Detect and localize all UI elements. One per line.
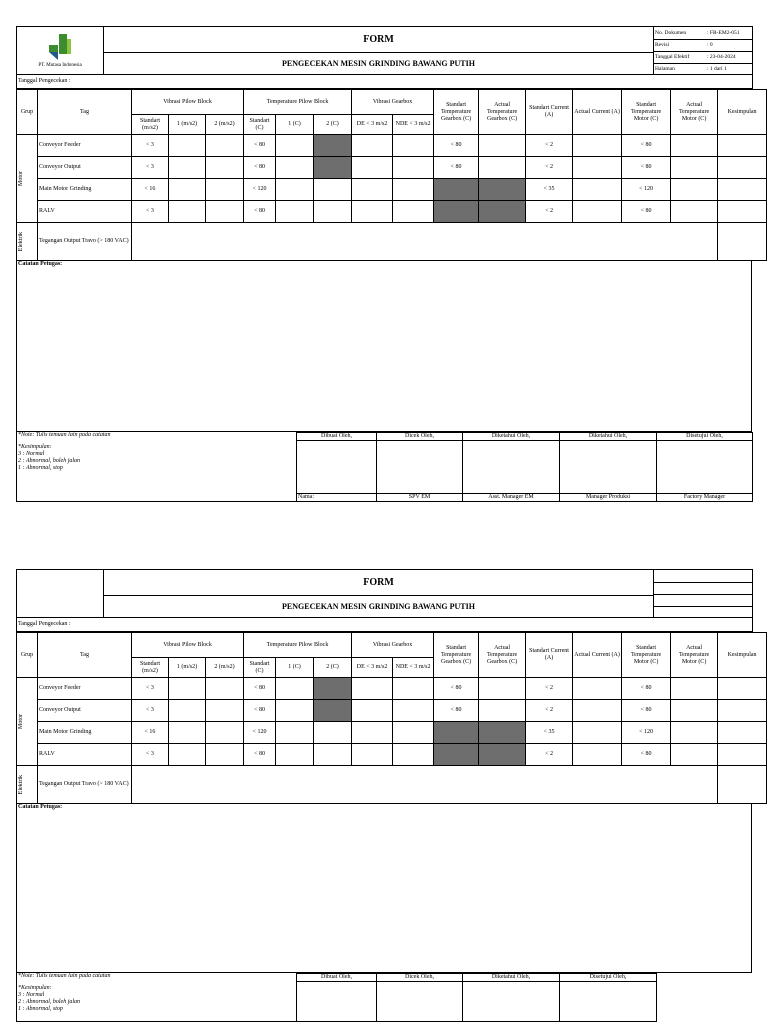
input-cell[interactable] [276, 700, 314, 722]
input-cell[interactable] [718, 223, 767, 261]
std-motor: < 80 [622, 744, 671, 766]
std-motor: < 80 [622, 700, 671, 722]
dicek-label: Dicek Oleh, [377, 432, 463, 440]
dicek-label: Dicek Oleh, [377, 973, 463, 981]
std-vibrasi: < 3 [132, 744, 169, 766]
header-tag: Tag [38, 633, 132, 678]
form-subtitle: PENGECEKAN MESIN GRINDING BAWANG PUTIH [104, 595, 654, 617]
input-cell[interactable] [276, 157, 314, 179]
form-header [16, 569, 753, 632]
input-cell[interactable] [573, 678, 622, 700]
header-act-current: Actual Current (A) [573, 633, 622, 678]
input-cell[interactable] [718, 179, 767, 201]
form-sheet-2 [16, 569, 757, 1022]
input-cell[interactable] [169, 744, 206, 766]
tanggal-pengecekan[interactable]: Tanggal Pengecekan : [17, 618, 753, 632]
halaman-value: : 1 dari 1 [707, 65, 727, 72]
input-cell[interactable] [718, 135, 767, 157]
dibuat-label: Dibuat Oleh, [297, 432, 377, 440]
header-act-temp-gearbox: Actual Temperature Gearbox (C) [479, 90, 526, 135]
input-cell[interactable] [479, 135, 526, 157]
disetujui-label: Disetujui Oleh, [657, 432, 753, 440]
input-cell[interactable] [206, 201, 244, 223]
no-dokumen-value: : FR-EM2-051 [706, 27, 753, 39]
signature-box[interactable] [657, 440, 753, 493]
logo-cell [17, 570, 104, 618]
std-vibrasi: < 3 [132, 135, 169, 157]
std-motor: < 120 [622, 722, 671, 744]
input-cell[interactable] [718, 678, 767, 700]
input-cell[interactable] [671, 135, 718, 157]
input-cell[interactable] [352, 700, 393, 722]
revisi-label: Revisi [654, 39, 706, 51]
row-tag: RALV [38, 744, 132, 766]
std-motor: < 80 [622, 201, 671, 223]
disetujui-label: Disetujui Oleh, [560, 973, 657, 981]
input-cell[interactable] [276, 678, 314, 700]
input-cell[interactable] [352, 157, 393, 179]
signature-section [16, 973, 753, 1022]
input-cell[interactable] [206, 700, 244, 722]
table-row [17, 678, 767, 700]
input-cell[interactable] [671, 722, 718, 744]
std-current: < 2 [526, 700, 573, 722]
input-cell[interactable] [573, 157, 622, 179]
form-sheet-1 [16, 26, 757, 502]
group-elektrik: Elektrik [17, 766, 38, 804]
std-temp: < 80 [244, 157, 276, 179]
std-gearbox: < 80 [434, 700, 479, 722]
elektrik-tag: Tegangan Output Travo (> 180 VAC) [38, 766, 132, 804]
header-std-c: Standart (C) [244, 658, 276, 678]
std-temp: < 120 [244, 179, 276, 201]
elektrik-tag: Tegangan Output Travo (> 180 VAC) [38, 223, 132, 261]
std-temp: < 80 [244, 201, 276, 223]
input-cell[interactable] [206, 744, 244, 766]
header-std-c: Standart (C) [244, 115, 276, 135]
header-v1: 1 (m/s2) [169, 115, 206, 135]
header-kesimpulan: Kesimpulan [718, 90, 767, 135]
input-cell[interactable] [718, 157, 767, 179]
note-text: *Note: Tulis temuan lain pada catatan [18, 973, 111, 979]
input-cell[interactable] [671, 201, 718, 223]
input-cell[interactable] [393, 678, 434, 700]
input-cell[interactable] [718, 744, 767, 766]
shaded-cell [479, 722, 526, 744]
table-row [17, 766, 767, 804]
input-cell[interactable] [393, 201, 434, 223]
header-nde: NDE < 3 m/s2 [393, 658, 434, 678]
signature-box[interactable] [560, 440, 657, 493]
input-cell[interactable] [314, 201, 352, 223]
input-cell[interactable] [671, 157, 718, 179]
input-cell[interactable] [393, 700, 434, 722]
revisi-value: : 0 [706, 39, 753, 51]
std-current: < 35 [526, 722, 573, 744]
row-tag: Conveyor Output [38, 157, 132, 179]
header-temp-pillow: Temperature Pilow Block [244, 90, 352, 115]
kesimpulan-legend-1: 1 : Abnormal, stop [18, 1006, 63, 1012]
std-motor: < 80 [622, 135, 671, 157]
shaded-cell [434, 179, 479, 201]
std-temp: < 80 [244, 135, 276, 157]
elektrik-input[interactable] [132, 766, 718, 804]
input-cell[interactable] [276, 744, 314, 766]
shaded-cell [314, 678, 352, 700]
input-cell[interactable] [718, 700, 767, 722]
input-cell[interactable] [352, 678, 393, 700]
kesimpulan-legend-2: 2 : Abnormal, boleh jalan [18, 458, 81, 464]
table-row [17, 223, 767, 261]
input-cell[interactable] [573, 744, 622, 766]
input-cell[interactable] [352, 179, 393, 201]
input-cell[interactable] [393, 135, 434, 157]
input-cell[interactable] [352, 201, 393, 223]
table-row [17, 722, 767, 744]
halaman-label: Halaman [655, 65, 675, 72]
std-current: < 35 [526, 179, 573, 201]
input-cell[interactable] [169, 157, 206, 179]
input-cell[interactable] [573, 722, 622, 744]
header-std-temp-motor: Standart Temperature Motor (C) [622, 90, 671, 135]
input-cell[interactable] [169, 201, 206, 223]
input-cell[interactable] [573, 135, 622, 157]
form-title: FORM [104, 570, 654, 596]
input-cell[interactable] [206, 157, 244, 179]
header-act-temp-motor: Actual Temperature Motor (C) [671, 633, 718, 678]
input-cell[interactable] [718, 766, 767, 804]
header-std-current: Standart Current (A) [526, 90, 573, 135]
header-t2: 2 (C) [314, 658, 352, 678]
std-vibrasi: < 3 [132, 700, 169, 722]
catatan-section [16, 261, 752, 432]
std-temp: < 80 [244, 744, 276, 766]
header-std-current: Standart Current (A) [526, 633, 573, 678]
input-cell[interactable] [671, 179, 718, 201]
std-current: < 2 [526, 678, 573, 700]
shaded-cell [314, 700, 352, 722]
std-motor: < 120 [622, 179, 671, 201]
input-cell[interactable] [206, 179, 244, 201]
header-v1: 1 (m/s2) [169, 658, 206, 678]
signature-box[interactable] [463, 981, 560, 1021]
table-row [17, 135, 767, 157]
form-header [16, 26, 753, 89]
row-tag: Conveyor Output [38, 700, 132, 722]
input-cell[interactable] [393, 179, 434, 201]
input-cell[interactable] [206, 722, 244, 744]
input-cell[interactable] [671, 678, 718, 700]
diketahui-label: Diketahui Oleh, [463, 973, 560, 981]
kesimpulan-legend-3: 3 : Normal [18, 992, 45, 998]
input-cell[interactable] [276, 135, 314, 157]
signature-box[interactable] [377, 440, 463, 493]
input-cell[interactable] [169, 700, 206, 722]
input-cell[interactable] [573, 201, 622, 223]
row-tag: Main Motor Grinding [38, 179, 132, 201]
input-cell[interactable] [479, 157, 526, 179]
std-vibrasi: < 16 [132, 722, 169, 744]
std-vibrasi: < 3 [132, 678, 169, 700]
signature-box[interactable] [297, 440, 377, 493]
input-cell[interactable] [393, 157, 434, 179]
kesimpulan-legend-3: 3 : Normal [18, 451, 45, 457]
shaded-cell [434, 722, 479, 744]
kesimpulan-legend-title: *Kesimpulan: [18, 985, 52, 991]
input-cell[interactable] [573, 179, 622, 201]
header-act-current: Actual Current (A) [573, 90, 622, 135]
input-cell[interactable] [314, 744, 352, 766]
diketahui-label: Diketahui Oleh, [463, 432, 560, 440]
std-vibrasi: < 3 [132, 157, 169, 179]
input-cell[interactable] [718, 722, 767, 744]
std-temp: < 80 [244, 700, 276, 722]
header-vibrasi-pillow: Vibrasi Pilow Block [132, 90, 244, 115]
input-cell[interactable] [169, 179, 206, 201]
catatan-petugas[interactable]: Catatan Petugas: [17, 261, 752, 431]
shaded-cell [479, 744, 526, 766]
std-current: < 2 [526, 744, 573, 766]
group-motor: Motor [17, 678, 38, 766]
header-std-temp-gearbox: Standart Temperature Gearbox (C) [434, 90, 479, 135]
kesimpulan-legend-title: *Kesimpulan: [18, 444, 52, 450]
input-cell[interactable] [393, 722, 434, 744]
input-cell[interactable] [314, 179, 352, 201]
input-cell[interactable] [352, 135, 393, 157]
tanggal-pengecekan[interactable]: Tanggal Pengecekan : [17, 75, 753, 89]
input-cell[interactable] [671, 744, 718, 766]
header-std-ms2: Standart (m/s2) [132, 115, 169, 135]
input-cell[interactable] [276, 722, 314, 744]
input-cell[interactable] [573, 700, 622, 722]
header-act-temp-gearbox: Actual Temperature Gearbox (C) [479, 633, 526, 678]
row-tag: Conveyor Feeder [38, 135, 132, 157]
shaded-cell [434, 201, 479, 223]
header-v2: 2 (m/s2) [206, 658, 244, 678]
header-vibrasi-pillow: Vibrasi Pilow Block [132, 633, 244, 658]
input-cell[interactable] [169, 135, 206, 157]
document-meta [654, 27, 753, 74]
table-row [17, 179, 767, 201]
input-cell[interactable] [276, 179, 314, 201]
header-grup: Grup [17, 90, 38, 135]
role-spv: SPV EM [377, 493, 463, 501]
header-std-ms2: Standart (m/s2) [132, 658, 169, 678]
form-subtitle: PENGECEKAN MESIN GRINDING BAWANG PUTIH [104, 52, 654, 74]
input-cell[interactable] [206, 135, 244, 157]
logo-cell [17, 27, 104, 75]
input-cell[interactable] [276, 201, 314, 223]
input-cell[interactable] [314, 722, 352, 744]
header-std-temp-gearbox: Standart Temperature Gearbox (C) [434, 633, 479, 678]
std-motor: < 80 [622, 678, 671, 700]
note-text: *Note: Tulis temuan lain pada catatan [18, 432, 111, 438]
input-cell[interactable] [393, 744, 434, 766]
row-tag: Conveyor Feeder [38, 678, 132, 700]
header-temp-pillow: Temperature Pilow Block [244, 633, 352, 658]
input-cell[interactable] [352, 744, 393, 766]
input-cell[interactable] [352, 722, 393, 744]
group-elektrik: Elektrik [17, 223, 38, 261]
role-asst-manager: Asst. Manager EM [463, 493, 560, 501]
table-row [17, 700, 767, 722]
form-title: FORM [104, 27, 654, 53]
notes-cell [17, 973, 297, 1021]
signature-box[interactable] [560, 981, 657, 1021]
dibuat-label: Dibuat Oleh, [297, 973, 377, 981]
std-vibrasi: < 16 [132, 179, 169, 201]
shaded-cell [314, 135, 352, 157]
header-de: DE < 3 m/s2 [352, 658, 393, 678]
std-temp: < 120 [244, 722, 276, 744]
input-cell[interactable] [718, 201, 767, 223]
signature-box[interactable] [463, 440, 560, 493]
shaded-cell [314, 157, 352, 179]
table-row [17, 157, 767, 179]
header-vibrasi-gearbox: Vibrasi Gearbox [352, 90, 434, 115]
diketahui2-label: Diketahui Oleh, [560, 432, 657, 440]
notes-cell [17, 432, 297, 501]
std-gearbox: < 80 [434, 678, 479, 700]
table-row [17, 744, 767, 766]
row-tag: RALV [38, 201, 132, 223]
std-motor: < 80 [622, 157, 671, 179]
input-cell[interactable] [671, 700, 718, 722]
tanggal-efektif-label: Tanggal Efektif [654, 51, 706, 63]
std-gearbox: < 80 [434, 157, 479, 179]
shaded-cell [479, 179, 526, 201]
header-de: DE < 3 m/s2 [352, 115, 393, 135]
input-cell[interactable] [169, 722, 206, 744]
table-row [17, 201, 767, 223]
std-gearbox: < 80 [434, 135, 479, 157]
header-tag: Tag [38, 90, 132, 135]
group-motor: Motor [17, 135, 38, 223]
input-cell[interactable] [169, 678, 206, 700]
shaded-cell [479, 201, 526, 223]
header-vibrasi-gearbox: Vibrasi Gearbox [352, 633, 434, 658]
header-t2: 2 (C) [314, 115, 352, 135]
role-manager-produksi: Manager Produksi [560, 493, 657, 501]
std-temp: < 80 [244, 678, 276, 700]
kesimpulan-legend-1: 1 : Abnormal, stop [18, 465, 63, 471]
input-cell[interactable] [479, 678, 526, 700]
catatan-petugas[interactable]: Catatan Petugas: [17, 804, 752, 972]
std-current: < 2 [526, 157, 573, 179]
std-current: < 2 [526, 201, 573, 223]
tanggal-efektif-value: : 23-04-2024 [706, 51, 753, 63]
header-grup: Grup [17, 633, 38, 678]
inspection-table [16, 89, 767, 261]
row-tag: Main Motor Grinding [38, 722, 132, 744]
std-vibrasi: < 3 [132, 201, 169, 223]
header-t1: 1 (C) [276, 658, 314, 678]
header-nde: NDE < 3 m/s2 [393, 115, 434, 135]
elektrik-input[interactable] [132, 223, 718, 261]
company-name: PT. Mutasa Indonesia [38, 62, 82, 68]
role-factory-manager: Factory Manager [657, 493, 753, 501]
catatan-section [16, 804, 752, 973]
shaded-cell [434, 744, 479, 766]
signature-section [16, 432, 753, 502]
std-current: < 2 [526, 135, 573, 157]
document-meta [654, 570, 753, 617]
inspection-table [16, 632, 767, 804]
header-act-temp-motor: Actual Temperature Motor (C) [671, 90, 718, 135]
signature-box[interactable] [297, 981, 377, 1021]
input-cell[interactable] [479, 700, 526, 722]
signature-box[interactable] [377, 981, 463, 1021]
company-logo-icon [45, 33, 75, 61]
header-v2: 2 (m/s2) [206, 115, 244, 135]
no-dokumen-label: No. Dokumen [654, 27, 706, 39]
nama-label: Nama: [297, 493, 377, 501]
header-std-temp-motor: Standart Temperature Motor (C) [622, 633, 671, 678]
header-kesimpulan: Kesimpulan [718, 633, 767, 678]
input-cell[interactable] [206, 678, 244, 700]
kesimpulan-legend-2: 2 : Abnormal, boleh jalan [18, 999, 81, 1005]
header-t1: 1 (C) [276, 115, 314, 135]
